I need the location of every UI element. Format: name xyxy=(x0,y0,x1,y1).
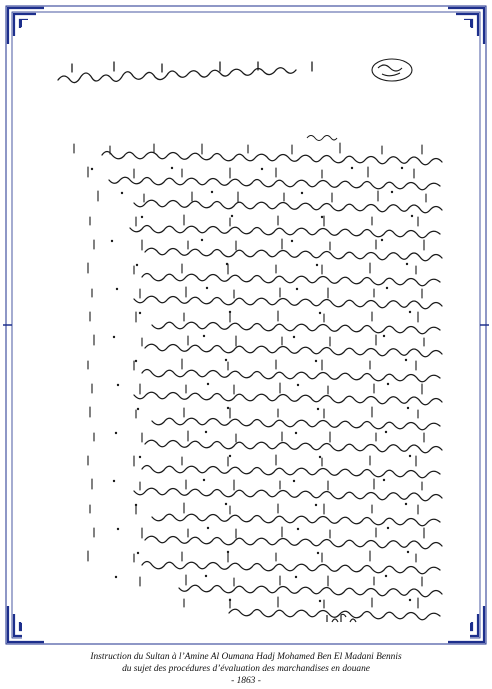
caption-line-2: du sujet des procédures d’évaluation des marchandises en douane xyxy=(122,664,370,674)
caption-line-1: Instruction du Sultan à l’Amine Al Oumana Hadj Mohamed Ben El Madani Bennis xyxy=(90,652,402,662)
caption-line-3: - 1863 - xyxy=(231,676,261,686)
manuscript-handwriting xyxy=(22,20,470,640)
superscript-note xyxy=(307,136,337,141)
script-ascenders xyxy=(74,143,426,608)
stamp-seal-icon xyxy=(372,59,412,81)
body-handwriting xyxy=(102,152,442,620)
script-dots xyxy=(91,167,413,602)
header-handwriting xyxy=(58,62,312,83)
manuscript-page xyxy=(22,20,470,640)
